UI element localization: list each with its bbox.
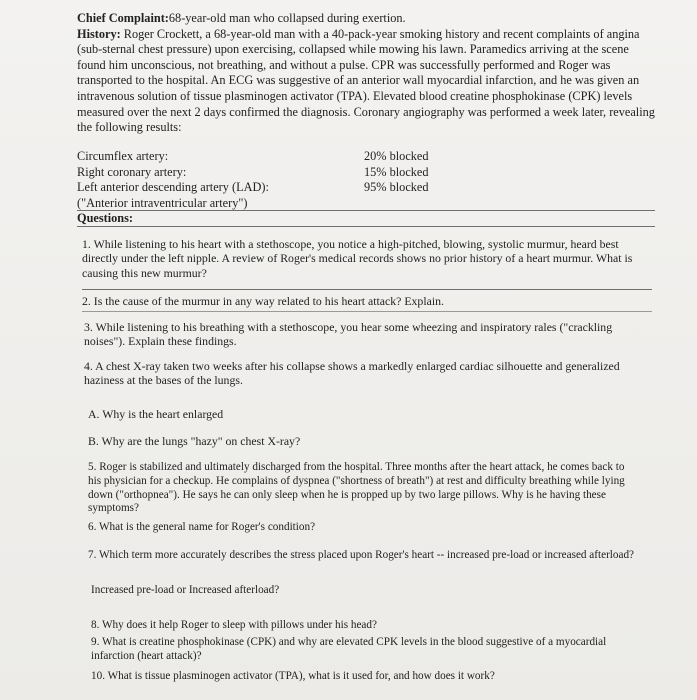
question-8: 8. Why does it help Roger to sleep with pillows under his head? [91,619,377,631]
artery-row [77,180,457,196]
question-2: 2. Is the cause of the murmur in any way related to his heart attack? Explain. [82,294,444,308]
artery-row [77,165,457,181]
question-7-options: Increased pre-load or Increased afterload? [91,584,280,596]
artery-blockage: 20% blocked [364,149,429,163]
artery-name: Left anterior descending artery (LAD): [77,180,269,195]
divider [77,226,655,227]
angiography-results [77,149,457,211]
artery-blockage: 95% blocked [364,180,429,195]
question-9: 9. What is creatine phosphokinase (CPK) and why are elevated CPK levels in the blood suggestive of a myocardial infarction (heart attack)? [91,636,607,662]
question-6: 6. What is the general name for Roger's condition? [88,521,316,533]
divider [82,311,652,312]
question-7: 7. Which term more accurately describes the stress placed upon Roger's heart -- increased pre-load or increased afterload? [88,549,635,561]
question-4b: B. Why are the lungs "hazy" on chest X-ray? [88,434,301,448]
artery-name: Circumflex artery: [77,149,169,163]
history-label: History: [77,26,121,41]
history-text: Roger Crockett, a 68-year-old man with a 40-pack-year smoking history and recent complaints of angina (sub-sternal chest pressure) upon exercising, collapsed while mowing his lawn. Paramedics arriving at the scene found him unconscious, not breathing, and without a pulse. CPR was successfully performed and Roger was transported to the hospital. An ECG was suggestive of an anterior wall myocardial infarction, and he was given an intravenous solution of tissue plasminogen activator (TPA). Elevated blood creatine phosphokinase (CPK) levels measured over the next 2 days confirmed the diagnosis. Coronary angiography was performed a week later, revealing the following results: [77,26,655,135]
artery-row [77,149,457,165]
question-3: 3. While listening to his breathing with a stethoscope, you hear some wheezing and inspiratory rales ("crackling noises"). Explain these findings. [84,320,613,349]
artery-blockage: 15% blocked [364,164,429,179]
case-description [77,11,657,136]
chief-complaint-text: 68-year-old man who collapsed during exertion. [168,11,406,25]
divider [82,289,652,290]
chief-complaint-label: Chief Complaint: [77,11,169,25]
question-1: 1. While listening to his heart with a stethoscope, you notice a high-pitched, blowing, systolic murmur, heard best directly under the left nipple. A review of Roger's medical records shows no prior history of a heart murmur. What is causing this new murmur? [82,237,633,280]
artery-name: Right coronary artery: [77,164,187,179]
question-5: 5. Roger is stabilized and ultimately discharged from the hospital. Three months after the heart attack, he comes back to his physician for a checkup. He complains of dyspnea ("shortness of breath") at rest and difficulty breathing while lying down ("orthopnea"). He says he can only sleep when he is propped up by two large pillows. Why is he having these symptoms? [88,461,625,515]
divider [77,210,655,211]
question-4: 4. A chest X-ray taken two weeks after his collapse shows a markedly enlarged cardiac silhouette and generalized haziness at the bases of the lungs. [84,359,620,388]
questions-heading: Questions: [77,211,134,225]
question-4a: A. Why is the heart enlarged [88,407,224,421]
artery-name: ("Anterior intraventricular artery") [77,195,248,210]
question-10: 10. What is tissue plasminogen activator (TPA), what is it used for, and how does it work? [91,670,495,682]
